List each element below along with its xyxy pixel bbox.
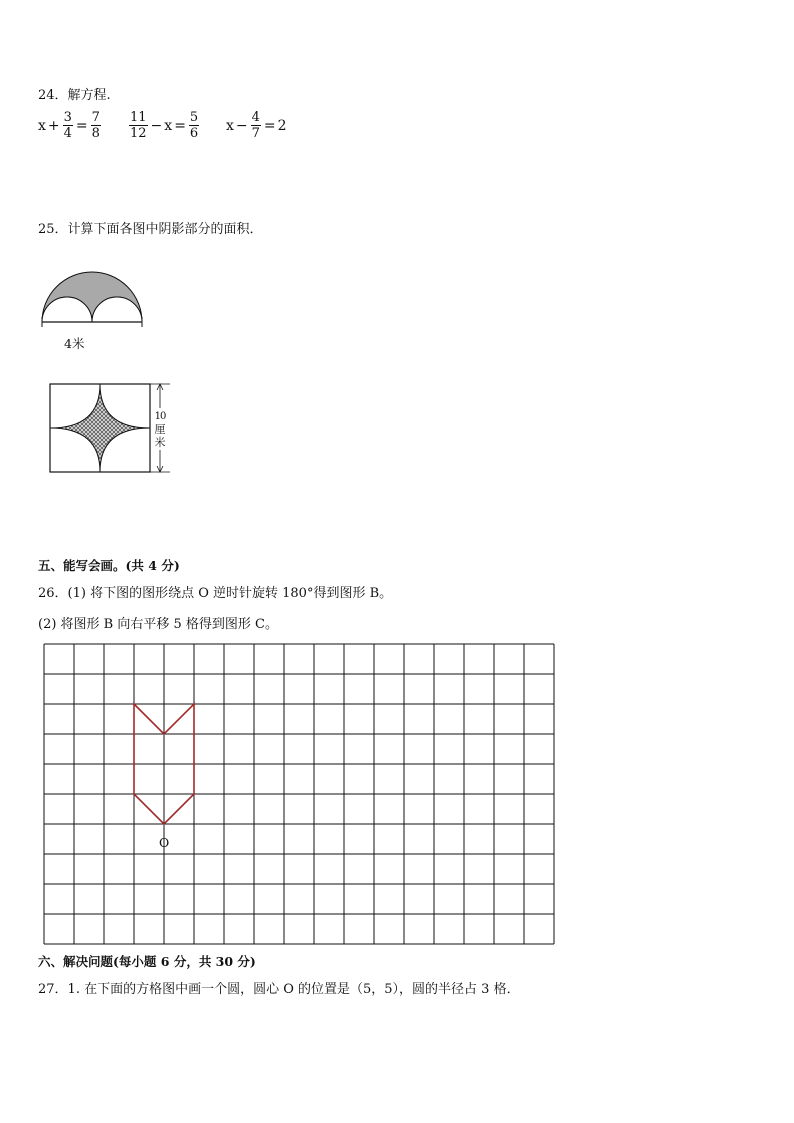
section5-title: 五、能写会画。(共 4 分): [38, 558, 180, 573]
eq1-frac2-num: 7: [91, 110, 100, 125]
square-grid: [43, 643, 560, 948]
eq1-var: x: [38, 117, 46, 134]
equation-1: [38, 110, 102, 141]
q24-title: 24．解方程.: [38, 88, 111, 103]
eq3-frac1: [251, 110, 261, 141]
eq1-op: +: [47, 117, 60, 134]
eq3-rhs: 2: [277, 117, 287, 134]
equation-2: [128, 110, 200, 141]
point-o-label: O: [159, 835, 170, 850]
fig2-label-digits: 10: [154, 411, 166, 422]
eq1-frac1: [63, 110, 73, 141]
fig2-label: [153, 410, 167, 449]
eq2-frac1-den: 12: [130, 126, 147, 141]
eq1-frac2-den: 8: [91, 126, 100, 141]
q26-line1: 26．(1) 将下图的图形绕点 O 逆时针旋转 180°得到图形 B。: [38, 586, 393, 601]
fig1-label: 4米: [64, 336, 85, 351]
q25-title: 25．计算下面各图中阴影部分的面积．: [38, 222, 263, 237]
fig2-label-char2: 米: [154, 436, 166, 449]
eq2-op: −: [150, 117, 163, 134]
eq1-eq: =: [75, 117, 88, 134]
fig2-label-char1: 厘: [154, 423, 166, 436]
eq2-frac2-den: 6: [189, 126, 199, 141]
eq1-frac2: [91, 110, 101, 141]
eq2-frac2: [189, 110, 199, 141]
eq2-frac1-num: 11: [130, 110, 147, 125]
eq2-eq: =: [174, 117, 186, 134]
q27-text: 27．1. 在下面的方格图中画一个圆，圆心 O 的位置是（5，5），圆的半径占 3 格．: [38, 982, 520, 997]
eq3-frac1-den: 7: [251, 126, 260, 141]
eq1-frac1-num: 3: [63, 110, 72, 125]
eq2-var: x: [164, 117, 173, 134]
eq3-var: x: [226, 117, 234, 134]
eq3-op: −: [235, 117, 248, 134]
eq2-frac2-num: 5: [189, 110, 199, 125]
eq3-eq: =: [263, 117, 276, 134]
eq1-frac1-den: 4: [63, 126, 72, 141]
equation-3: [226, 110, 287, 141]
eq2-frac1: [129, 110, 148, 141]
section6-title: 六、解决问题(每小题 6 分，共 30 分): [38, 954, 256, 969]
eq3-frac1-num: 4: [251, 110, 260, 125]
grid-lines: [44, 644, 554, 944]
q26-line2: (2) 将图形 B 向右平移 5 格得到图形 C。: [38, 617, 278, 632]
semicircle-figure: [38, 255, 148, 330]
